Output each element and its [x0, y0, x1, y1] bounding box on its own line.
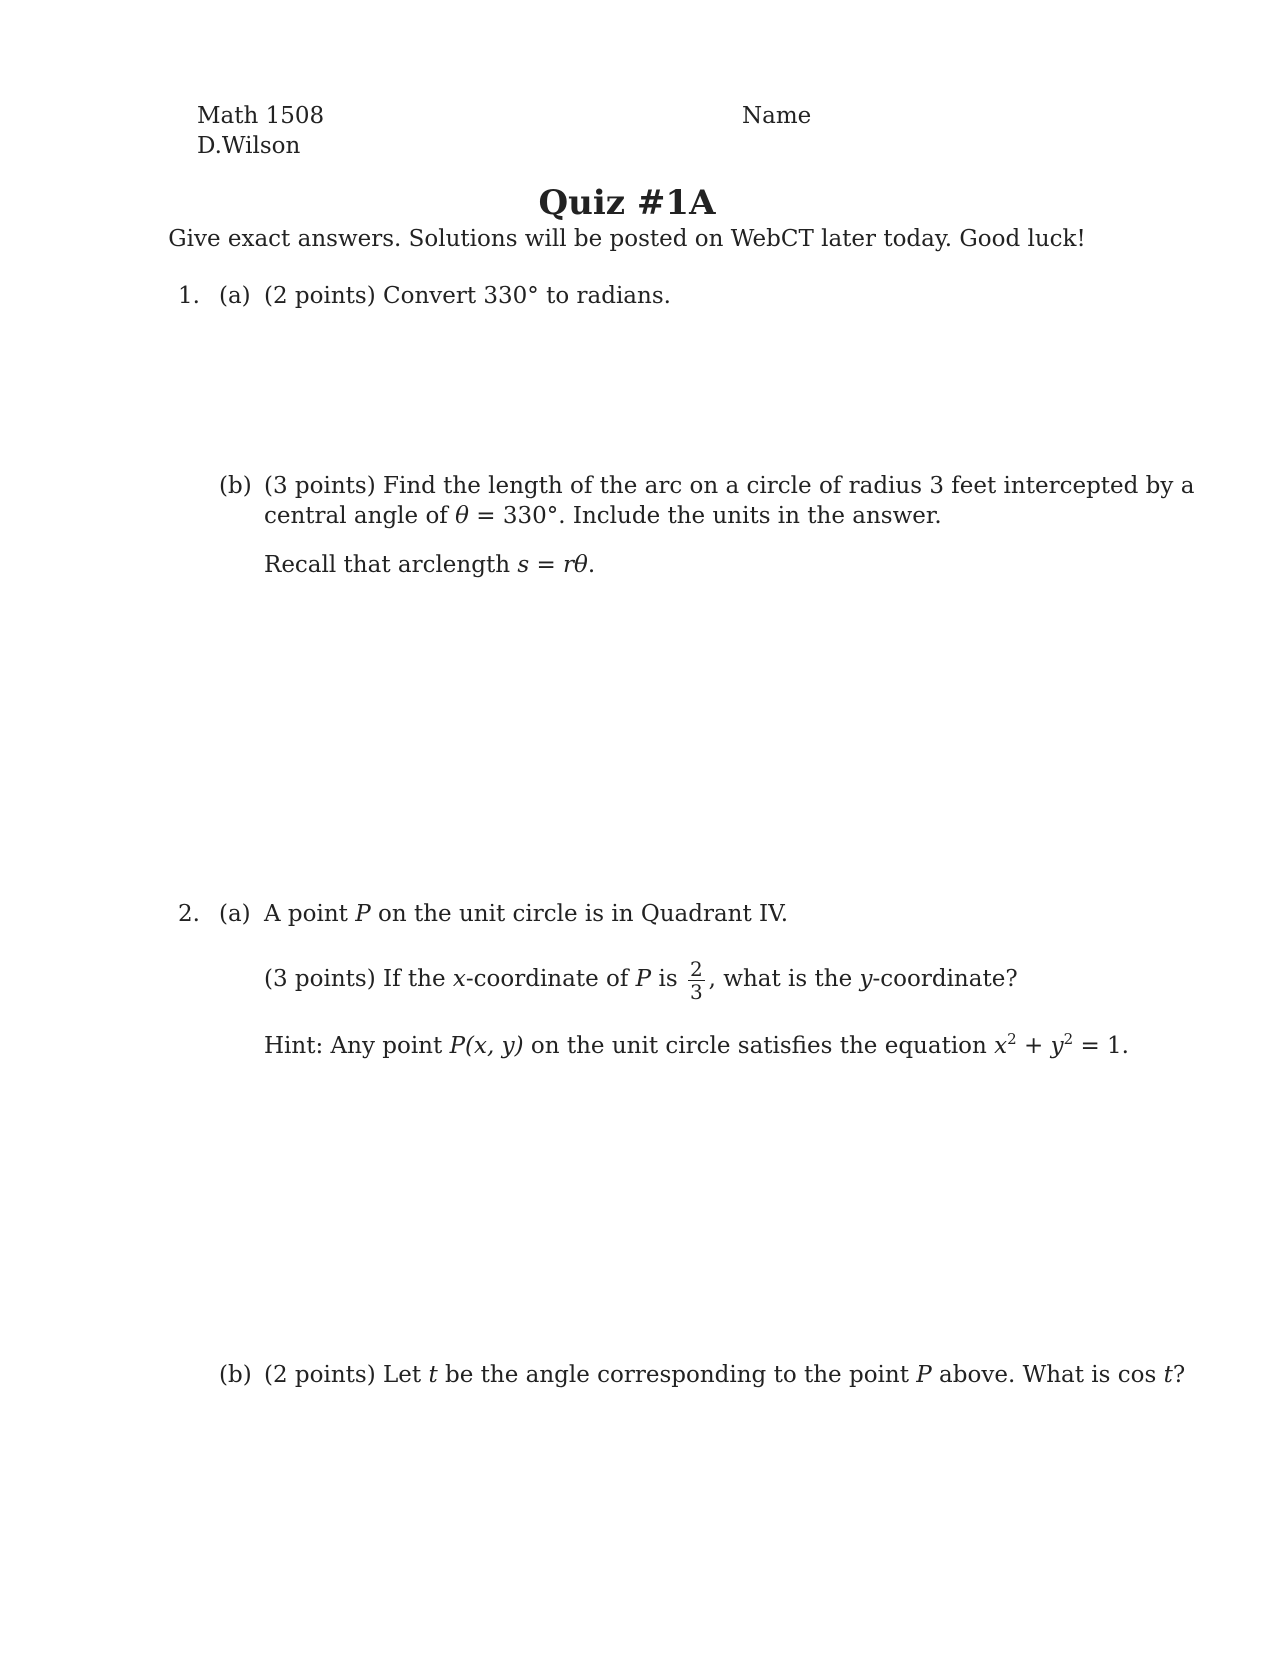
instructor-label: D.Wilson — [197, 133, 301, 159]
problem-2a-question — [264, 953, 1018, 1005]
problem-1b-question-line1: Find the length of the arc on a circle of radius 3 feet intercepted by a — [383, 473, 1195, 499]
hint-mid: on the unit circle satisfies the equation — [523, 1033, 995, 1059]
x-symbol: x — [452, 966, 466, 992]
recall-s-symbol: s — [517, 552, 530, 578]
theta-symbol: θ — [455, 503, 469, 529]
t-symbol: t — [1163, 1362, 1173, 1388]
problem-2a-hint — [264, 1024, 1129, 1061]
problem-2a-intro — [264, 899, 788, 929]
x-symbol: x — [994, 1033, 1008, 1059]
fraction-denominator: 3 — [689, 979, 703, 1004]
plus-sign: + — [1016, 1033, 1051, 1059]
page-title: Quiz #1A — [538, 183, 716, 223]
question-mid3: , what is the — [708, 966, 860, 992]
hint-end: = 1. — [1073, 1033, 1129, 1059]
problem-2b-label: (b) — [219, 1362, 252, 1388]
recall-text: Recall that arclength — [264, 552, 518, 578]
exponent: 2 — [1007, 1030, 1017, 1048]
problem-1b-label: (b) — [219, 473, 252, 499]
fraction-numerator: 2 — [689, 956, 703, 981]
y-symbol: y — [859, 966, 873, 992]
problem-1-number: 1. — [178, 283, 200, 309]
problem-2-number: 2. — [178, 901, 200, 927]
y-symbol: y — [1050, 1033, 1064, 1059]
point-P-symbol: P — [355, 901, 371, 927]
point-Pxy-symbol: P(x, y) — [449, 1033, 524, 1059]
problem-1b-line2 — [264, 501, 942, 531]
problem-1b-line2-text: central angle of — [264, 503, 456, 529]
question-end: ? — [1172, 1362, 1186, 1388]
problem-1a-points: (2 points) — [264, 283, 376, 309]
instructions-text: Give exact answers. Solutions will be posted on WebCT later today. Good luck! — [168, 226, 1086, 252]
problem-1b-recall — [264, 550, 595, 580]
point-P-symbol: P — [635, 966, 652, 992]
question-text: Let — [375, 1362, 429, 1388]
recall-equals: = — [529, 552, 564, 578]
problem-1a-question: Convert 330° to radians. — [383, 283, 671, 309]
t-symbol: t — [428, 1362, 438, 1388]
recall-rtheta-symbol: rθ — [563, 552, 588, 578]
problem-2a-points: (3 points) — [264, 966, 376, 992]
question-mid: be the angle corresponding to the point — [437, 1362, 917, 1388]
intro-rest: on the unit circle is in Quadrant IV. — [370, 901, 789, 927]
problem-1a-label: (a) — [219, 283, 251, 309]
question-mid2: above. What is cos — [931, 1362, 1164, 1388]
problem-2a-label: (a) — [219, 901, 251, 927]
problem-1b-line1 — [264, 471, 1194, 501]
course-label: Math 1508 — [197, 103, 325, 129]
exponent: 2 — [1063, 1030, 1074, 1048]
problem-2b-question — [264, 1360, 1185, 1390]
hint-text: Hint: Any point — [264, 1033, 450, 1059]
fraction-two-thirds — [688, 958, 705, 1003]
recall-period: . — [587, 552, 596, 578]
name-label: Name — [742, 103, 812, 129]
problem-1a-text — [264, 281, 671, 311]
question-mid1: -coordinate of — [465, 966, 636, 992]
problem-2b-points: (2 points) — [264, 1362, 376, 1388]
question-mid2: is — [651, 966, 685, 992]
point-P-symbol: P — [916, 1362, 932, 1388]
question-text: If the — [375, 966, 453, 992]
intro-text: A point — [264, 901, 356, 927]
problem-1b-line2-rest: = 330°. Include the units in the answer. — [468, 503, 942, 529]
question-end: -coordinate? — [872, 966, 1018, 992]
problem-1b-points: (3 points) — [264, 473, 376, 499]
